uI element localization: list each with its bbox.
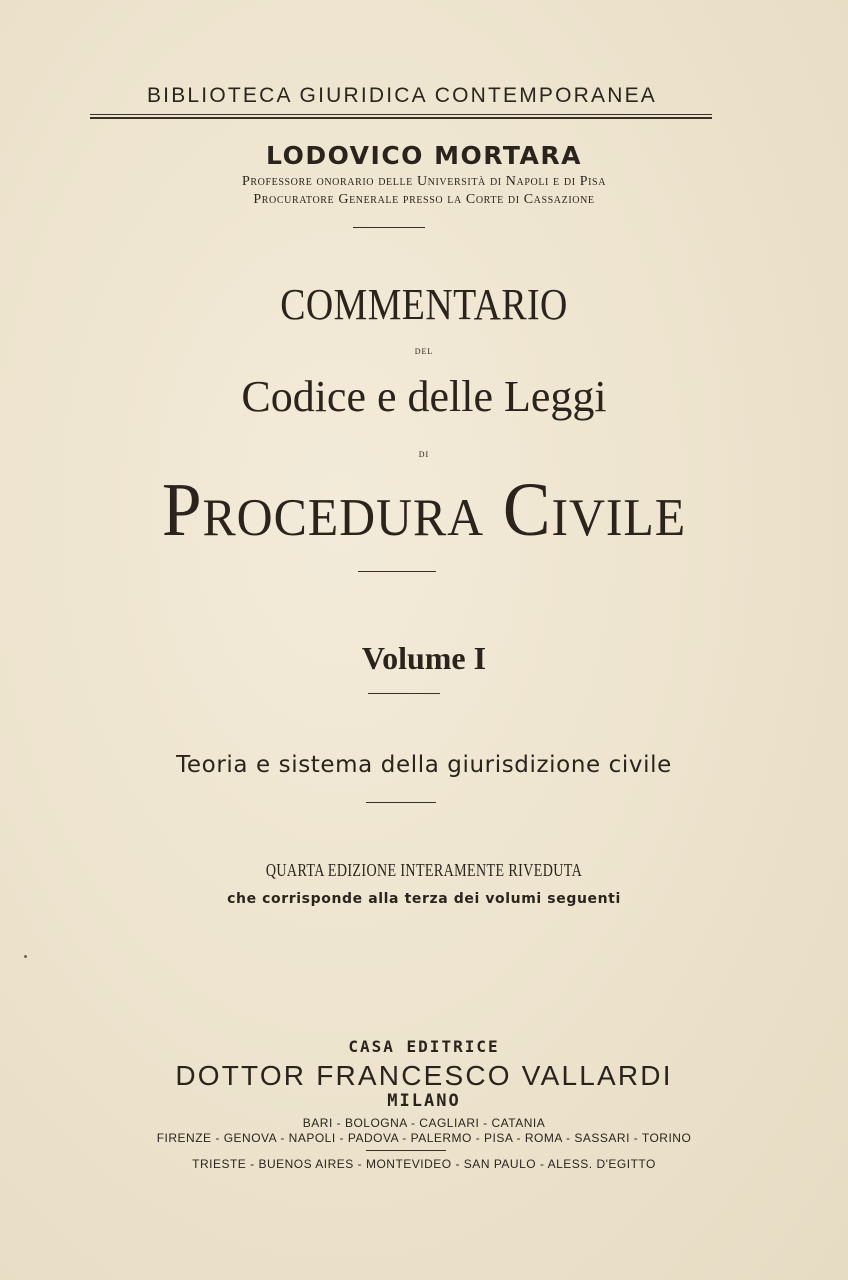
publisher-locations-1: BARI - BOLOGNA - CAGLIARI - CATANIA — [302, 1116, 546, 1130]
publisher-house: CASA EDITRICE — [348, 1037, 500, 1056]
title-connector-1: del — [414, 345, 434, 357]
publisher-locations-2: FIRENZE - GENOVA - NAPOLI - PADOVA - PALERMO - PISA - ROMA - SASSARI - TORINO — [156, 1131, 692, 1145]
volume-subtitle: Teoria e sistema della giurisdizione civile — [176, 752, 672, 778]
divider-rule-1 — [353, 227, 425, 228]
publisher-name: DOTTOR FRANCESCO VALLARDI — [175, 1060, 673, 1091]
title-connector-2: di — [418, 448, 430, 460]
author-name: LODOVICO MORTARA — [266, 141, 582, 170]
paper-speck — [24, 955, 27, 958]
divider-rule-3 — [368, 693, 440, 694]
title-line-1: COMMENTARIO — [280, 280, 568, 329]
series-double-rule — [90, 114, 712, 115]
volume-label: Volume I — [361, 640, 487, 676]
publisher-city: MILANO — [387, 1091, 461, 1111]
title-line-2: Codice e delle Leggi — [241, 372, 607, 421]
title-line-3: Procedura Civile — [161, 468, 687, 552]
divider-rule-2 — [358, 571, 436, 572]
author-affiliation-2: Procuratore Generale presso la Corte di Cassazione — [253, 192, 595, 207]
edition-line-1: QUARTA EDIZIONE INTERAMENTE RIVEDUTA — [265, 860, 583, 880]
author-affiliation-1: Professore onorario delle Università di Napoli e di Pisa — [241, 174, 607, 189]
edition-line-2: che corrisponde alla terza dei volumi seguenti — [227, 891, 621, 907]
divider-rule-5 — [366, 1150, 446, 1151]
series-title: BIBLIOTECA GIURIDICA CONTEMPORANEA — [146, 84, 658, 107]
publisher-locations-3: TRIESTE - BUENOS AIRES - MONTEVIDEO - SAN PAULO - ALESS. D'EGITTO — [192, 1157, 656, 1171]
divider-rule-4 — [366, 802, 436, 803]
